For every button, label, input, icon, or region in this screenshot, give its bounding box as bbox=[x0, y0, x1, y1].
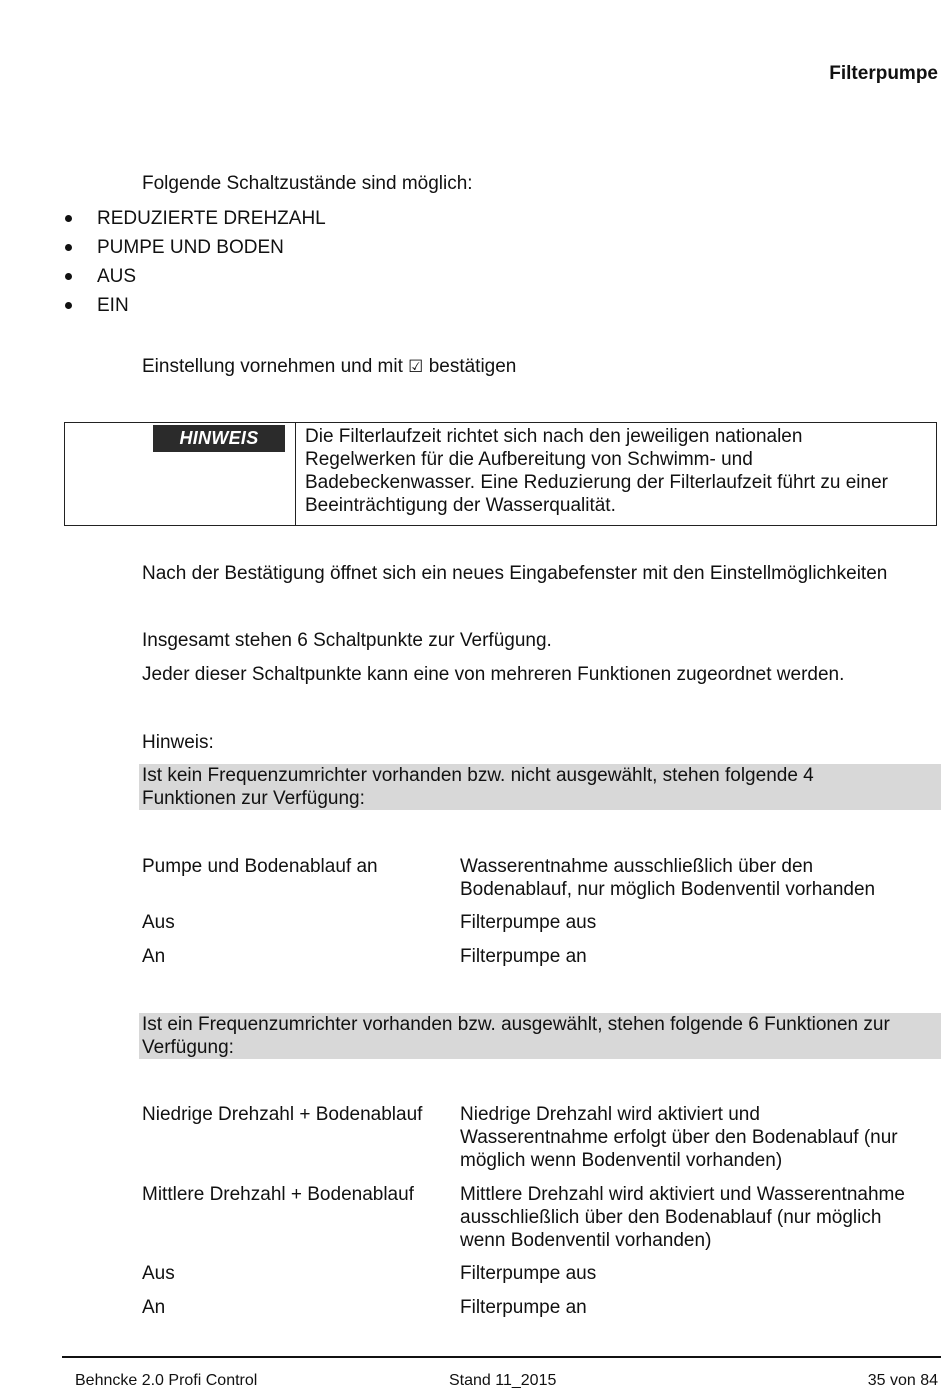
function-description: Mittlere Drehzahl wird aktiviert und Wasserentnahme ausschließlich über den Bodenablauf (nur möglich wenn Bodenventil vorhanden) bbox=[460, 1184, 905, 1251]
function-name: An bbox=[142, 1297, 166, 1318]
divider bbox=[295, 423, 296, 525]
list-item: EIN bbox=[62, 294, 326, 323]
function-name: Niedrige Drehzahl + Bodenablauf bbox=[142, 1104, 423, 1125]
paragraph: Nach der Bestätigung öffnet sich ein neues Eingabefenster mit den Einstellmöglichkeiten bbox=[142, 563, 888, 584]
bullet-icon bbox=[65, 273, 72, 280]
paragraph: Jeder dieser Schaltpunkte kann eine von mehreren Funktionen zugeordnet werden. bbox=[142, 664, 845, 685]
list-item: PUMPE UND BODEN bbox=[62, 236, 326, 265]
list-item: REDUZIERTE DREHZAHL bbox=[62, 207, 326, 236]
function-description: Filterpumpe an bbox=[460, 946, 587, 967]
intro-text: Folgende Schaltzustände sind möglich: bbox=[142, 173, 473, 194]
footer-version: Stand 11_2015 bbox=[449, 1372, 557, 1389]
bullet-icon bbox=[65, 244, 72, 251]
page-number: 35 von 84 bbox=[867, 1372, 938, 1389]
checkbox-checked-icon: ☑ bbox=[408, 357, 424, 377]
page-title: Filterpumpe bbox=[829, 63, 938, 84]
bullet-icon bbox=[65, 302, 72, 309]
highlight-box-without-fu: Ist kein Frequenzumrichter vorhanden bzw. nicht ausgewählt, stehen folgende 4 Funktionen zur Verfügung: bbox=[139, 764, 941, 810]
function-name: An bbox=[142, 946, 166, 967]
function-description: Niedrige Drehzahl wird aktiviert und Wasserentnahme erfolgt über den Bodenablauf (nur möglich wenn Bodenventil vorhanden) bbox=[460, 1104, 898, 1171]
bullet-icon bbox=[65, 215, 72, 222]
hinweis-badge: HINWEIS bbox=[153, 425, 285, 452]
confirm-instruction: Einstellung vornehmen und mit ☑ bestätigen bbox=[142, 356, 517, 377]
function-name: Pumpe und Bodenablauf an bbox=[142, 856, 378, 877]
hinweis-label: Hinweis: bbox=[142, 732, 214, 753]
list-item: AUS bbox=[62, 265, 326, 294]
function-name: Aus bbox=[142, 912, 175, 933]
function-description: Filterpumpe aus bbox=[460, 912, 597, 933]
function-name: Aus bbox=[142, 1263, 175, 1284]
paragraph: Insgesamt stehen 6 Schaltpunkte zur Verfügung. bbox=[142, 630, 552, 651]
function-name: Mittlere Drehzahl + Bodenablauf bbox=[142, 1184, 414, 1205]
footer-product: Behncke 2.0 Profi Control bbox=[75, 1372, 258, 1389]
note-text: Die Filterlaufzeit richtet sich nach den jeweiligen nationalen Regelwerken für die Aufbereitung von Schwimm- und Badebeckenwasser. Eine Reduzierung der Filterlaufzeit führt zu einer Beeinträchtigung der Wasserqualität. bbox=[305, 426, 888, 516]
function-description: Wasserentnahme ausschließlich über den Bodenablauf, nur möglich Bodenventil vorhanden bbox=[460, 856, 876, 900]
note-box bbox=[64, 422, 937, 526]
state-list bbox=[62, 207, 326, 323]
function-description: Filterpumpe an bbox=[460, 1297, 587, 1318]
footer-divider bbox=[62, 1356, 941, 1358]
highlight-box-with-fu: Ist ein Frequenzumrichter vorhanden bzw. ausgewählt, stehen folgende 6 Funktionen zur Verfügung: bbox=[139, 1013, 941, 1059]
function-description: Filterpumpe aus bbox=[460, 1263, 597, 1284]
